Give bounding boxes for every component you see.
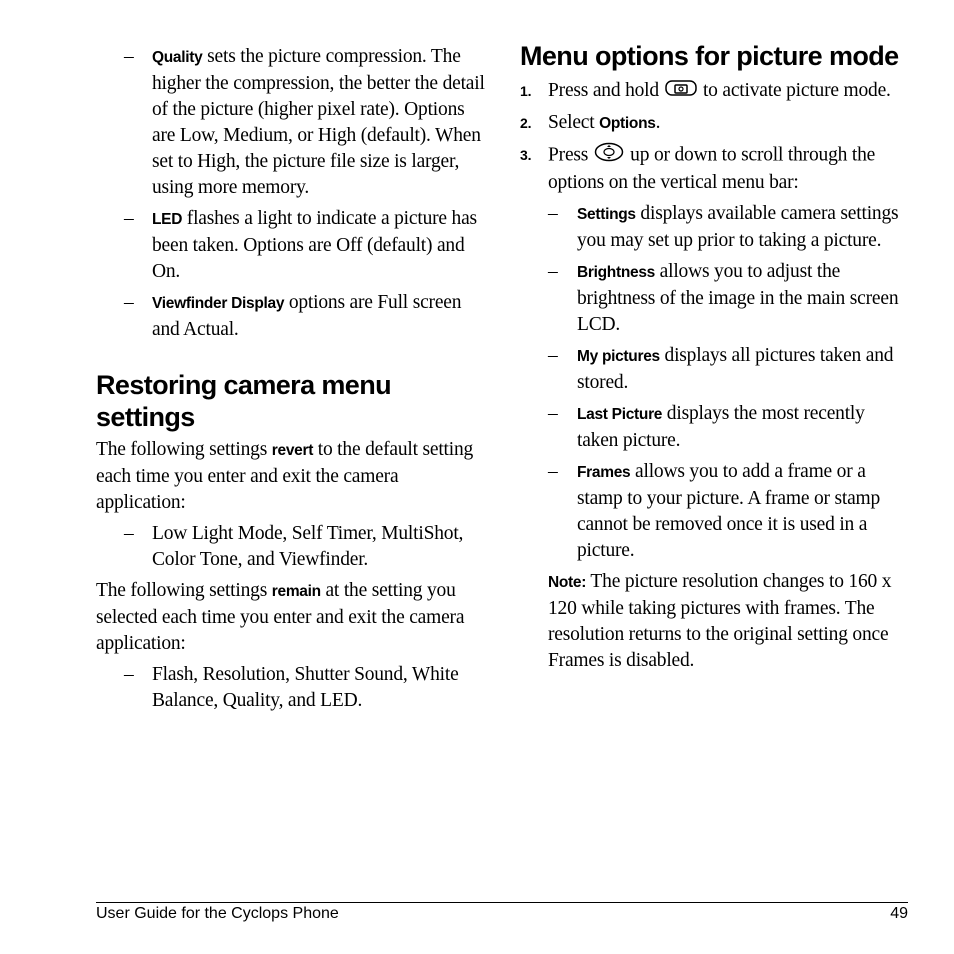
step-2-post: . — [655, 111, 661, 133]
options-keyword: Options — [599, 114, 656, 132]
option-brightness — [520, 259, 910, 338]
step-1-post: to activate picture mode. — [702, 80, 891, 101]
quality-keyword: Quality — [152, 49, 203, 66]
option-keyword: Brightness — [577, 263, 655, 281]
revert-post: to the default setting each time you enter and exit the camera application: — [96, 439, 474, 513]
remain-paragraph — [96, 578, 486, 657]
option-keyword: My pictures — [577, 347, 660, 365]
dash: – — [124, 208, 134, 229]
revert-pre: The following settings — [96, 439, 272, 460]
viewfinder-text: options are Full screen and Actual. — [152, 292, 462, 340]
led-text: flashes a light to indicate a picture has been taken. Options are Off (default) and On. — [152, 208, 477, 282]
step-3-pre: Press — [548, 144, 589, 165]
revert-paragraph — [96, 437, 486, 516]
remain-keyword: remain — [271, 583, 321, 600]
option-last-picture — [520, 401, 910, 454]
option-keyword: Frames — [577, 463, 631, 481]
option-settings — [520, 201, 910, 254]
footer-title: User Guide for the Cyclops Phone — [96, 905, 339, 922]
step-1-pre: Press and hold — [548, 80, 659, 101]
led-keyword: LED — [152, 211, 183, 228]
option-keyword: Last Picture — [577, 405, 663, 423]
page-footer — [96, 902, 908, 923]
remain-list-item — [96, 662, 486, 714]
option-frames — [520, 459, 910, 564]
step-number: 1. — [520, 83, 532, 99]
quality-text: sets the picture compression. The higher the compression, the better the detail of the picture (higher pixel rate). Options are Low, Medium, or High (default). When set to High, the picture file size is larger, using more memory. — [152, 46, 485, 198]
dash: – — [124, 523, 134, 544]
dash: – — [548, 402, 558, 424]
remain-list-text: Flash, Resolution, Shutter Sound, White Balance, Quality, and LED. — [152, 664, 459, 711]
left-column — [96, 44, 486, 719]
option-text: allows you to adjust the brightness of the image in the main screen LCD. — [577, 260, 899, 335]
note-label: Note: — [548, 573, 587, 591]
revert-list-item — [96, 521, 486, 573]
option-text: displays all pictures taken and stored. — [577, 344, 894, 393]
picture-mode-heading: Menu options for picture mode — [520, 41, 899, 71]
dash: – — [548, 344, 558, 366]
note — [520, 569, 910, 674]
revert-list-text: Low Light Mode, Self Timer, MultiShot, Color Tone, and Viewfinder. — [152, 523, 464, 570]
step-number: 3. — [520, 146, 532, 163]
remain-pre: The following settings — [96, 580, 272, 601]
dash: – — [548, 460, 558, 482]
led-item — [96, 206, 486, 285]
option-my-pictures — [520, 343, 910, 396]
step-3 — [520, 142, 910, 196]
step-1 — [520, 78, 910, 105]
viewfinder-item — [96, 290, 486, 343]
note-text: The picture resolution changes to 160 x 120 while taking pictures with frames. The resolution returns to the original setting once Frames is disabled. — [548, 570, 892, 671]
dash: – — [548, 260, 558, 282]
remain-post: at the setting you selected each time you enter and exit the camera application: — [96, 580, 465, 654]
camera-key-icon — [665, 79, 697, 105]
option-text: displays the most recently taken picture. — [577, 402, 865, 451]
navigation-key-icon — [594, 142, 624, 170]
dash: – — [124, 46, 134, 67]
step-2-pre: Select — [548, 111, 600, 133]
viewfinder-keyword: Viewfinder Display — [152, 295, 285, 312]
dash: – — [548, 202, 558, 224]
page-number: 49 — [890, 905, 908, 922]
quality-item — [96, 44, 486, 201]
step-3-post: up or down to scroll through the options on the vertical menu bar: — [548, 144, 876, 193]
step-2 — [520, 110, 910, 137]
step-number: 2. — [520, 114, 532, 131]
dash: – — [124, 664, 134, 685]
right-column — [520, 40, 910, 674]
restore-heading: Restoring camera menu settings — [96, 370, 391, 432]
option-keyword: Settings — [577, 205, 636, 223]
option-text: displays available camera settings you may set up prior to taking a picture. — [577, 202, 899, 251]
option-text: allows you to add a frame or a stamp to your picture. A frame or stamp cannot be removed once it is used in a picture. — [577, 460, 881, 561]
revert-keyword: revert — [271, 442, 314, 459]
dash: – — [124, 292, 134, 313]
